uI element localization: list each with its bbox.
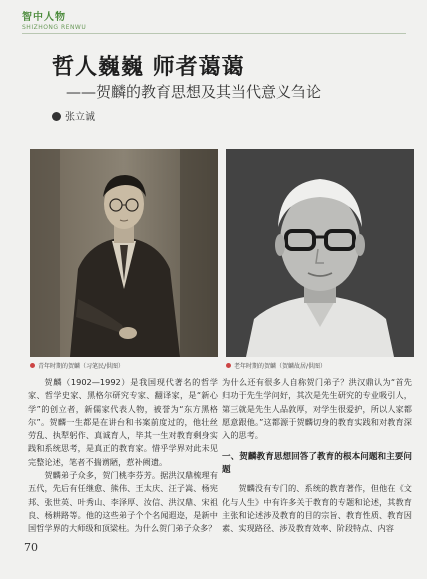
portrait-old-image [226, 149, 414, 357]
header-divider [22, 33, 406, 34]
body-paragraph: 贺麟弟子众多，贺门桃李芬芳。据洪汉鼎梳理有五代，先后有任继愈、熊伟、王太庆、汪子嵩、杨宪邦、张世英、叶秀山、李泽厚、汝信、洪汉鼎、宋祖良、杨耕路等。他的这些弟子个个名闻遐迩，是新中国哲学界的大师级和顶梁柱。为什么贺门弟子众多？ [28, 470, 218, 534]
photo-caption-left: 青年时期的贺麟（习笔民/供图） [30, 361, 124, 370]
section-heading: 一、贺麟教育思想回答了教育的根本问题和主要问题 [222, 452, 412, 476]
author-bullet-icon [52, 112, 61, 121]
body-column-right [222, 376, 412, 536]
portrait-young-image [30, 149, 218, 357]
body-column-left [28, 376, 218, 536]
caption-bullet-icon [30, 363, 35, 368]
body-paragraph: 贺麟（1902—1992）是我国现代著名的哲学家、哲学史家、黑格尔研究专家、翻译家，是“新心学”的创立者，新儒家代表人物，被誉为“东方黑格尔”。贺麟一生都是在讲台和书案前度过的，他壮丝劳乱、执犁躬作、真诚育人，毕其一生对教育剩身实践和系统思考，是真正的教育家。惜乎学界对此未见完整论述，笔者不揣谫陋，惹补阙遗。 [28, 377, 218, 467]
photo-old-he-lin [226, 149, 414, 357]
article-title: 哲人巍巍 师者蔼蔼 [52, 54, 245, 80]
body-paragraph: 贺麟没有专门的、系统的教育著作，但他在《文化与人生》中有许多关于教育的专题和论述，其教育主张和论述涉及教育的目的宗旨、教育性质、教育因素、实现路径、涉及教育效率、阶段特点、内容 [222, 483, 412, 534]
photo-young-he-lin [30, 149, 218, 357]
article-author [52, 108, 95, 123]
author-name: 张立诚 [65, 112, 95, 123]
article-subtitle: ——贺麟的教育思想及其当代意义刍论 [66, 83, 322, 101]
photo-caption-right: 老年时期的贺麟（贺麟故居/供图） [226, 361, 326, 370]
body-paragraph: 为什么还有很多人自称贺门弟子？洪汉鼎认为“首先归功于先生学问好，其次是先生研究的专业吸引人，第三就是先生人品敦厚，对学生很爱护，所以人家都愿意跟他。”这都源于贺麟切身的教育实践和对教育深入的思考。 [222, 377, 412, 441]
section-header [22, 8, 86, 31]
caption-bullet-icon [226, 363, 231, 368]
section-title-en: SHIZHONG RENWU [22, 24, 87, 31]
page-number: 70 [24, 541, 38, 554]
section-title-cn: 智中人物 [22, 12, 66, 23]
